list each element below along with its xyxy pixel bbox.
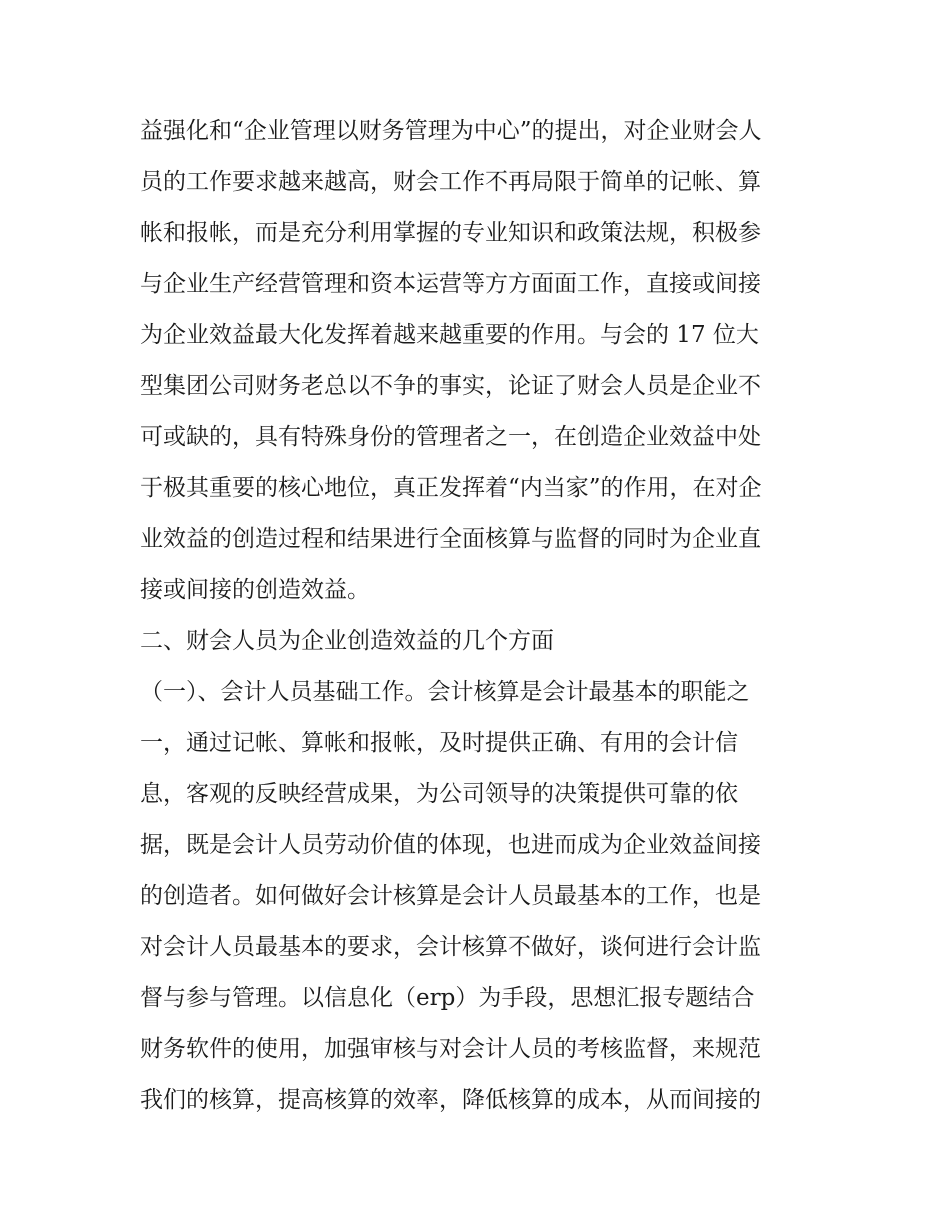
paragraph-line: 与企业生产经营管理和资本运营等方方面面工作，直接或间接 [140,271,761,297]
paragraph-line: 于极其重要的核心地位，真正发挥着“内当家”的作用，在对企 [140,475,762,501]
paragraph-line: 财务软件的使用，加强审核与对会计人员的考核监督，来规范 [140,1036,761,1062]
paragraph-line: 的创造者。如何做好会计核算是会计人员最基本的工作，也是 [140,883,761,909]
paragraph-line: 接或间接的创造效益。 [140,577,370,603]
paragraph-line: 为企业效益最大化发挥着越来越重要的作用。与会的 17 位大 [140,322,759,348]
paragraph-line: 一，通过记帐、算帐和报帐，及时提供正确、有用的会计信 [140,730,738,756]
paragraph-line: 督与参与管理。以信息化（erp）为手段，思想汇报专题结合 [140,985,755,1011]
paragraph-line: 我们的核算，提高核算的效率，降低核算的成本，从而间接的 [140,1087,761,1113]
subsection-line: （一）、会计人员基础工作。会计核算是会计最基本的职能之 [140,679,750,705]
paragraph-line: 据，既是会计人员劳动价值的体现，也进而成为企业效益间接 [140,832,761,858]
paragraph-line: 益强化和“企业管理以财务管理为中心”的提出，对企业财会人 [140,118,762,144]
section-heading: 二、财会人员为企业创造效益的几个方面 [140,628,554,654]
paragraph-line: 员的工作要求越来越高，财会工作不再局限于简单的记帐、算 [140,169,761,195]
paragraph-line: 型集团公司财务老总以不争的事实，论证了财会人员是企业不 [140,373,761,399]
paragraph-line: 可或缺的，具有特殊身份的管理者之一，在创造企业效益中处 [140,424,761,450]
paragraph-line: 对会计人员最基本的要求，会计核算不做好，谈何进行会计监 [140,934,761,960]
paragraph-line: 业效益的创造过程和结果进行全面核算与监督的同时为企业直 [140,526,761,552]
paragraph-line: 帐和报帐，而是充分利用掌握的专业知识和政策法规，积极参 [140,220,761,246]
document-body [140,106,820,1126]
paragraph-line: 息，客观的反映经营成果，为公司领导的决策提供可靠的依 [140,781,738,807]
